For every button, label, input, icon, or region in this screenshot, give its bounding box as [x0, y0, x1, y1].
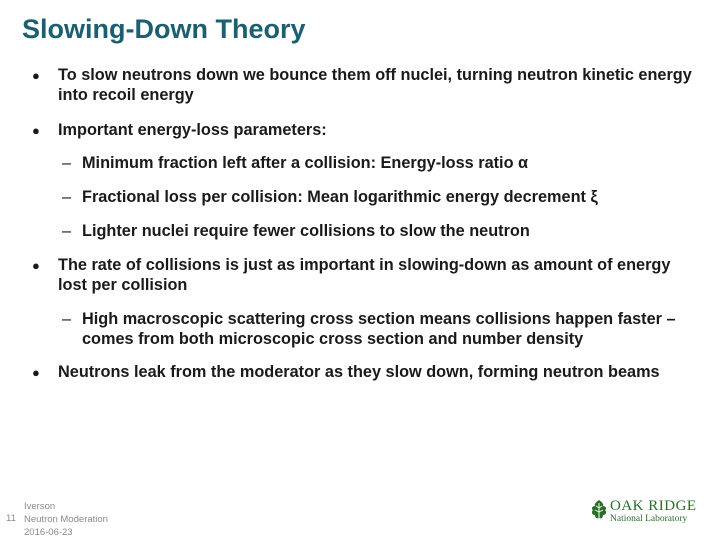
slide-title: Slowing-Down Theory [22, 14, 306, 44]
page-number: 11 [6, 513, 16, 524]
bullet-text: Lighter nuclei require fewer collisions to slow the neutron [82, 221, 530, 240]
bullet-list [34, 66, 694, 383]
logo-line2: National Laboratory [610, 514, 688, 524]
sub-bullet-item [34, 310, 694, 349]
bullet-text: The rate of collisions is just as important in slowing-down as amount of energy lost per collision [58, 256, 671, 294]
bullet-marker: ● [32, 258, 40, 273]
footer-author: Iverson [24, 501, 56, 512]
bullet-item [34, 256, 694, 295]
logo-line1: OAK RIDGE [610, 498, 697, 514]
sub-bullet-item [34, 222, 694, 242]
bullet-text: High macroscopic scattering cross section means collisions happen faster – comes from both microscopic cross section and number density [82, 310, 676, 348]
bullet-text: Neutrons leak from the moderator as they slow down, forming neutron beams [58, 363, 660, 381]
footer-date: 2016-06-23 [24, 527, 73, 538]
bullet-text: Important energy-loss parameters: [58, 121, 327, 139]
bullet-marker: ● [32, 365, 40, 380]
dash-marker: – [62, 153, 72, 172]
bullet-marker: ● [32, 68, 40, 83]
footer [24, 500, 108, 539]
ornl-logo [590, 498, 700, 524]
footer-topic: Neutron Moderation [24, 514, 108, 525]
dash-marker: – [62, 221, 72, 240]
dash-marker: – [62, 188, 72, 206]
bullet-item [34, 66, 694, 105]
bullet-marker: ● [32, 123, 40, 138]
sub-bullet-item [34, 154, 694, 174]
sub-bullet-item [34, 188, 694, 208]
bullet-text: Fractional loss per collision: Mean logarithmic energy decrement ξ [82, 188, 598, 206]
bullet-text: To slow neutrons down we bounce them off nuclei, turning neutron kinetic energy into recoil energy [58, 66, 692, 104]
oak-leaf-icon [590, 499, 608, 523]
bullet-item [34, 363, 694, 383]
bullet-text: Minimum fraction left after a collision: Energy-loss ratio α [82, 153, 529, 172]
bullet-item [34, 121, 694, 141]
dash-marker: – [62, 310, 72, 328]
